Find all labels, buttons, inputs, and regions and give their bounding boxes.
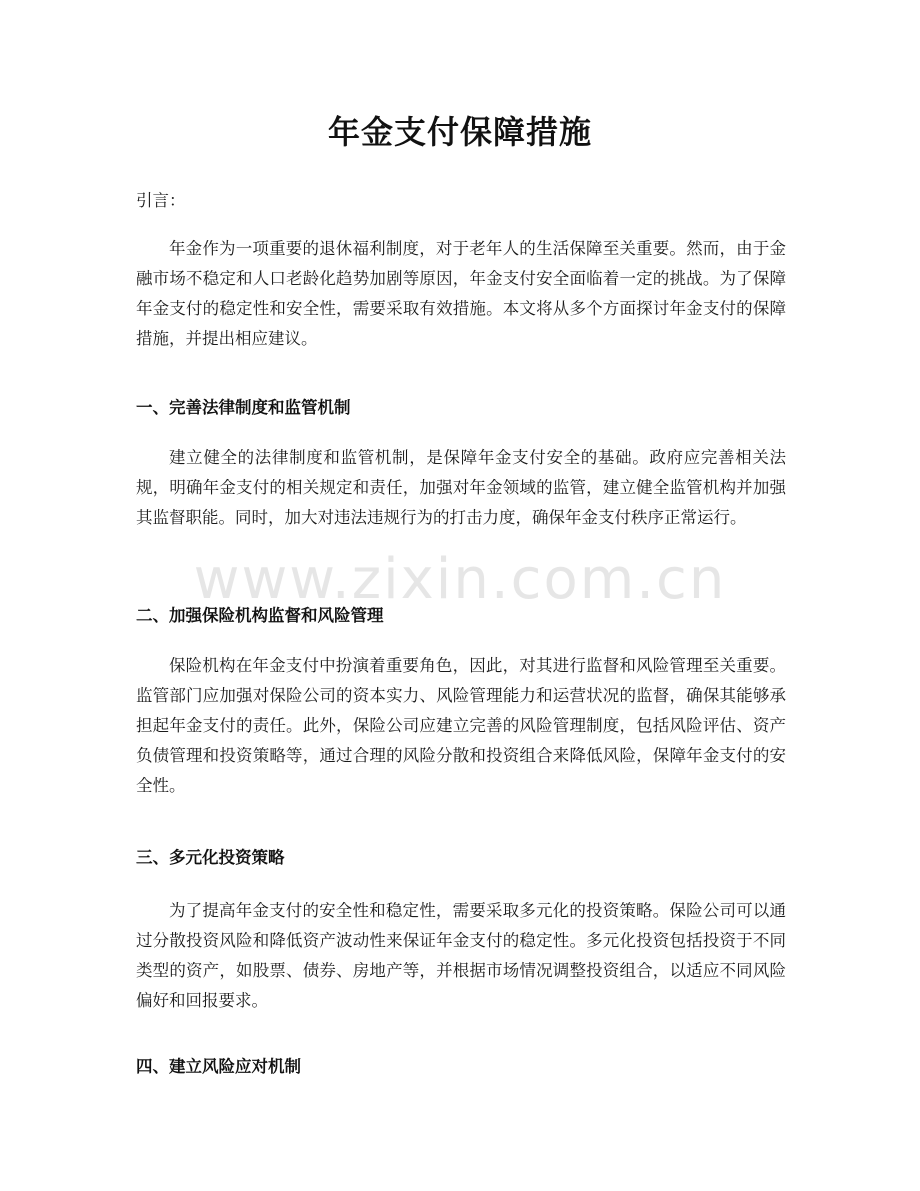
section-paragraph-1: 建立健全的法律制度和监管机制，是保障年金支付安全的基础。政府应完善相关法规，明确年金支付的相关规定和责任，加强对年金领域的监管，建立健全监管机构并加强其监督职能。同时，加大对违法违规行为的打击力度，确保年金支付秩序正常运行。 xyxy=(136,448,786,527)
page-title: 年金支付保障措施 xyxy=(327,113,592,151)
watermark: www.zixin.com.cn xyxy=(193,547,727,612)
intro-label: 引言： xyxy=(136,191,186,210)
intro-paragraph: 年金作为一项重要的退休福利制度，对于老年人的生活保障至关重要。然而，由于金融市场不稳定和人口老龄化趋势加剧等原因，年金支付安全面临着一定的挑战。为了保障年金支付的稳定性和安全性，需要采取有效措施。本文将从多个方面探讨年金支付的保障措施，并提出相应建议。 xyxy=(136,239,786,348)
section-paragraph-2: 保险机构在年金支付中扮演着重要角色，因此，对其进行监督和风险管理至关重要。监管部门应加强对保险公司的资本实力、风险管理能力和运营状况的监督，确保其能够承担起年金支付的责任。此外，保险公司应建立完善的风险管理制度，包括风险评估、资产负债管理和投资策略等，通过合理的风险分散和投资组合来降低风险，保障年金支付的安全性。 xyxy=(136,656,786,795)
section-paragraph-3: 为了提高年金支付的安全性和稳定性，需要采取多元化的投资策略。保险公司可以通过分散投资风险和降低资产波动性来保证年金支付的稳定性。多元化投资包括投资于不同类型的资产，如股票、债券、房地产等，并根据市场情况调整投资组合，以适应不同风险偏好和回报要求。 xyxy=(136,901,786,1010)
section-heading-1: 一、完善法律制度和监管机制 xyxy=(136,398,351,417)
section-heading-4: 四、建立风险应对机制 xyxy=(136,1057,301,1076)
section-heading-2: 二、加强保险机构监督和风险管理 xyxy=(136,606,384,625)
section-heading-3: 三、多元化投资策略 xyxy=(136,848,285,867)
